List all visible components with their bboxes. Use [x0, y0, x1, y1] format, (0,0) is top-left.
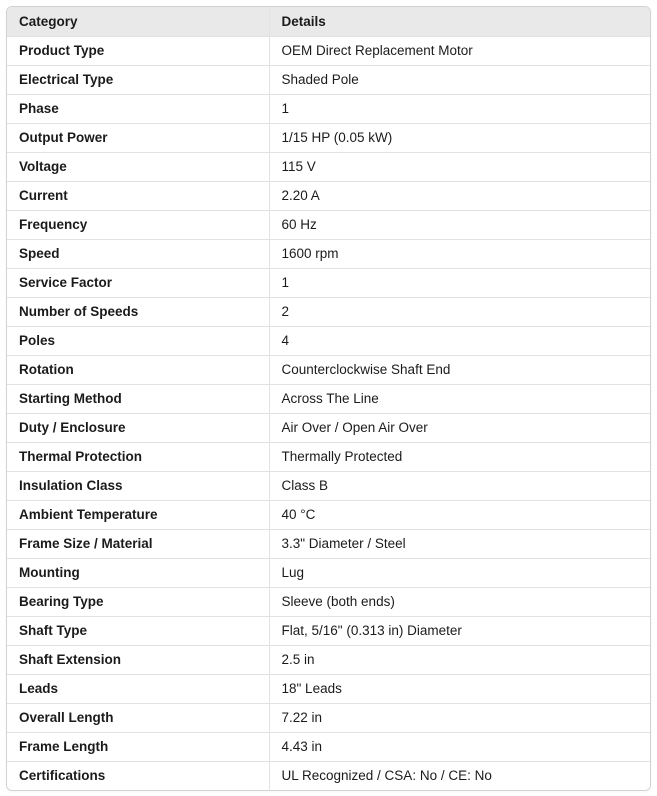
category-cell: Ambient Temperature [7, 500, 269, 529]
details-cell: Thermally Protected [269, 442, 650, 471]
category-cell: Shaft Type [7, 616, 269, 645]
details-cell: 1 [269, 268, 650, 297]
category-cell: Leads [7, 674, 269, 703]
table-row [7, 239, 650, 268]
category-cell: Duty / Enclosure [7, 413, 269, 442]
spec-table-body [7, 36, 650, 790]
category-cell: Frame Length [7, 732, 269, 761]
table-row [7, 587, 650, 616]
spec-table-header [7, 7, 650, 36]
header-row [7, 7, 650, 36]
table-row [7, 500, 650, 529]
table-row [7, 384, 650, 413]
details-cell: 3.3" Diameter / Steel [269, 529, 650, 558]
table-row [7, 442, 650, 471]
table-row [7, 355, 650, 384]
table-row [7, 529, 650, 558]
category-cell: Mounting [7, 558, 269, 587]
category-cell: Shaft Extension [7, 645, 269, 674]
details-cell: 60 Hz [269, 210, 650, 239]
table-row [7, 732, 650, 761]
details-cell: Sleeve (both ends) [269, 587, 650, 616]
category-cell: Thermal Protection [7, 442, 269, 471]
details-cell: Across The Line [269, 384, 650, 413]
table-row [7, 471, 650, 500]
category-cell: Rotation [7, 355, 269, 384]
details-cell: 1600 rpm [269, 239, 650, 268]
table-row [7, 152, 650, 181]
details-cell: 4.43 in [269, 732, 650, 761]
table-row [7, 65, 650, 94]
details-cell: UL Recognized / CSA: No / CE: No [269, 761, 650, 790]
category-cell: Output Power [7, 123, 269, 152]
details-cell: OEM Direct Replacement Motor [269, 36, 650, 65]
table-row [7, 181, 650, 210]
category-cell: Starting Method [7, 384, 269, 413]
details-cell: Class B [269, 471, 650, 500]
details-cell: Flat, 5/16" (0.313 in) Diameter [269, 616, 650, 645]
category-cell: Phase [7, 94, 269, 123]
table-row [7, 94, 650, 123]
details-cell: 2.20 A [269, 181, 650, 210]
table-row [7, 558, 650, 587]
details-cell: 1 [269, 94, 650, 123]
table-row [7, 326, 650, 355]
category-cell: Frequency [7, 210, 269, 239]
category-cell: Frame Size / Material [7, 529, 269, 558]
spec-table-grid [7, 7, 650, 790]
details-cell: Lug [269, 558, 650, 587]
category-cell: Electrical Type [7, 65, 269, 94]
details-cell: 4 [269, 326, 650, 355]
table-row [7, 36, 650, 65]
table-row [7, 413, 650, 442]
table-row [7, 210, 650, 239]
column-header-details: Details [269, 7, 650, 36]
category-cell: Product Type [7, 36, 269, 65]
spec-table [6, 6, 651, 791]
category-cell: Number of Speeds [7, 297, 269, 326]
column-header-category: Category [7, 7, 269, 36]
category-cell: Speed [7, 239, 269, 268]
table-row [7, 645, 650, 674]
table-row [7, 616, 650, 645]
category-cell: Bearing Type [7, 587, 269, 616]
category-cell: Certifications [7, 761, 269, 790]
category-cell: Current [7, 181, 269, 210]
details-cell: 115 V [269, 152, 650, 181]
table-row [7, 297, 650, 326]
table-row [7, 674, 650, 703]
details-cell: 7.22 in [269, 703, 650, 732]
table-row [7, 703, 650, 732]
table-row [7, 761, 650, 790]
details-cell: 2 [269, 297, 650, 326]
category-cell: Overall Length [7, 703, 269, 732]
category-cell: Poles [7, 326, 269, 355]
category-cell: Voltage [7, 152, 269, 181]
table-row [7, 123, 650, 152]
details-cell: Shaded Pole [269, 65, 650, 94]
details-cell: 2.5 in [269, 645, 650, 674]
category-cell: Insulation Class [7, 471, 269, 500]
details-cell: 40 °C [269, 500, 650, 529]
table-row [7, 268, 650, 297]
details-cell: Counterclockwise Shaft End [269, 355, 650, 384]
details-cell: Air Over / Open Air Over [269, 413, 650, 442]
details-cell: 18" Leads [269, 674, 650, 703]
category-cell: Service Factor [7, 268, 269, 297]
details-cell: 1/15 HP (0.05 kW) [269, 123, 650, 152]
